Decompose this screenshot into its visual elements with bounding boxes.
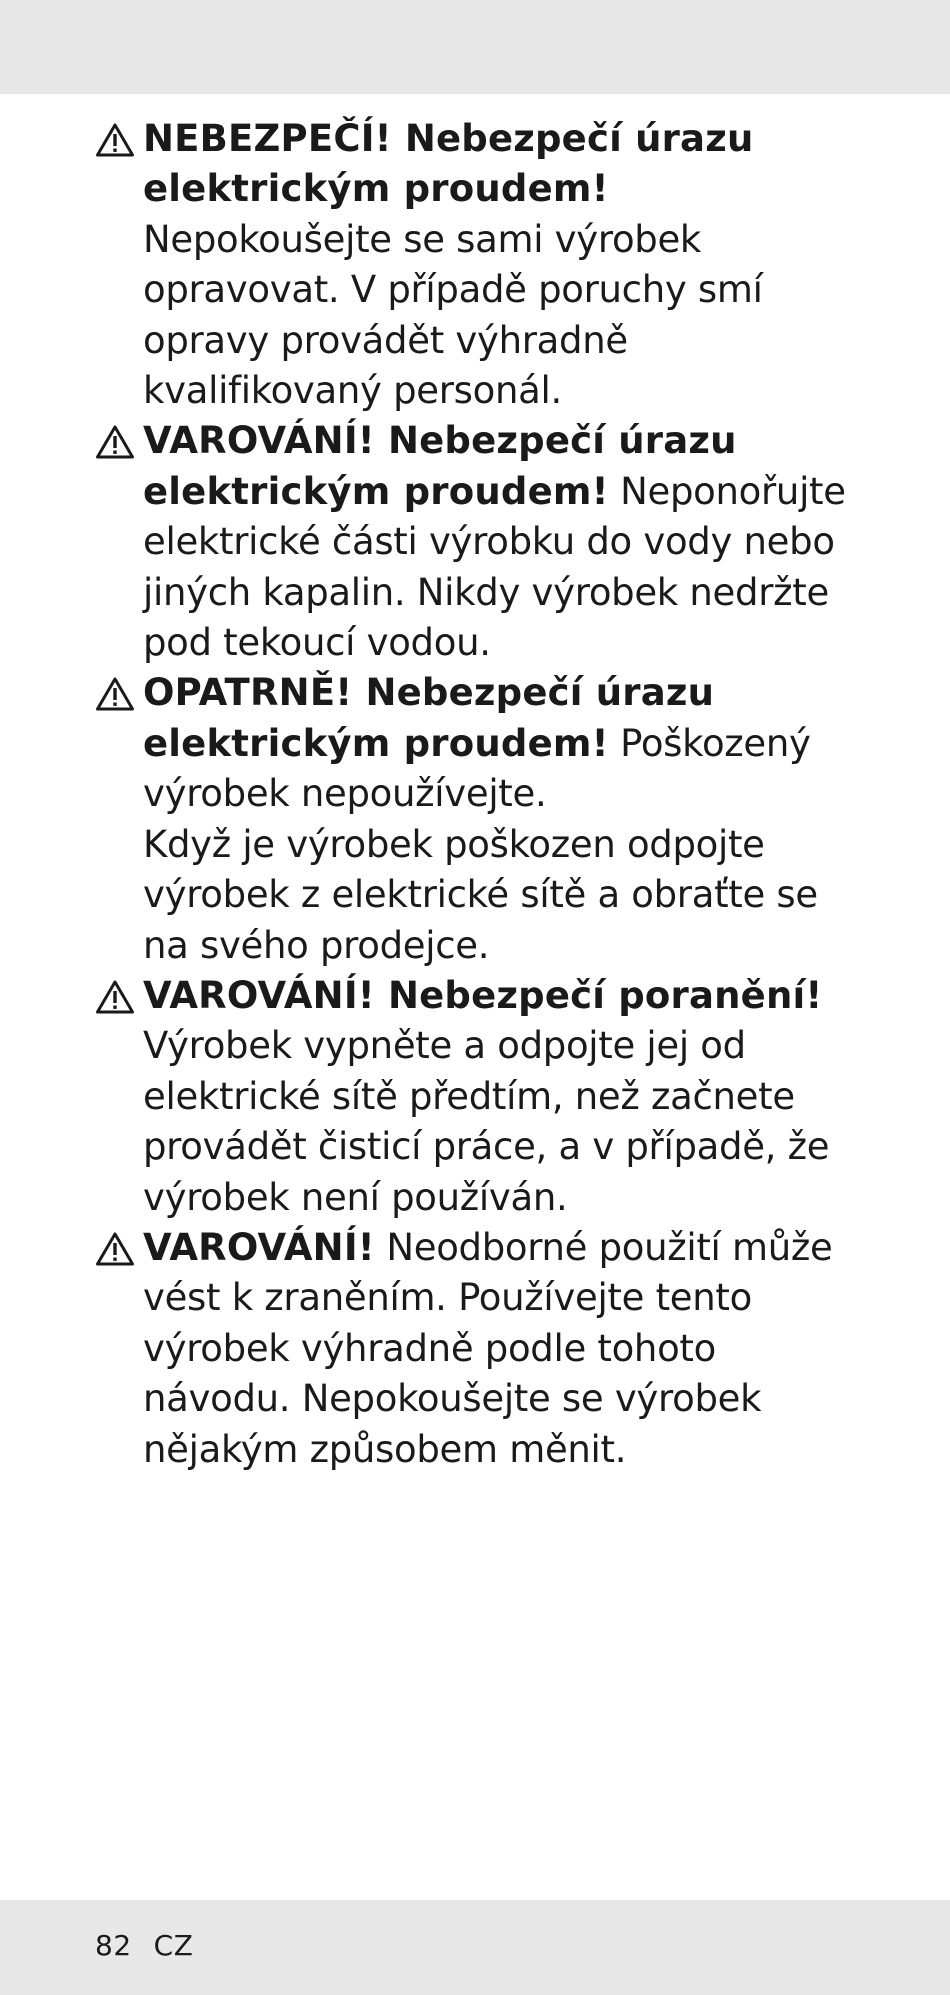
warning-text-continued: Když je výrobek poškozen odpojte výrobek z elektrické sítě a obraťte se na svého prodejce. bbox=[143, 822, 818, 967]
warning-heading: VAROVÁNÍ! Nebezpečí poranění! bbox=[143, 973, 823, 1017]
warning-triangle-icon bbox=[95, 424, 135, 460]
page-footer bbox=[95, 1929, 193, 1963]
warning-item-3 bbox=[95, 668, 855, 970]
warning-triangle-icon bbox=[95, 122, 135, 158]
language-code: CZ bbox=[153, 1929, 194, 1962]
warning-triangle-icon bbox=[95, 979, 135, 1015]
safety-warnings bbox=[95, 114, 855, 1475]
warning-text: Neponořujte elektrické části výrobku do vody nebo jiných kapalin. Nikdy výrobek nedržte pod tekoucí vodou. bbox=[143, 469, 846, 665]
warning-item-4 bbox=[95, 971, 855, 1223]
warning-heading: VAROVÁNÍ! Nebezpečí úrazu elektrickým proudem! bbox=[143, 419, 737, 513]
warning-triangle-icon bbox=[95, 1231, 135, 1267]
warning-text: Nepokoušejte se sami výrobek opravovat. V případě poruchy smí opravy provádět výhradně kvalifikovaný personál. bbox=[143, 217, 763, 413]
warning-heading: VAROVÁNÍ! bbox=[143, 1225, 375, 1269]
warning-heading: NEBEZPEČÍ! Nebezpečí úrazu elektrickým proudem! bbox=[143, 117, 754, 211]
warning-triangle-icon bbox=[95, 676, 135, 712]
warning-item-2 bbox=[95, 416, 855, 668]
top-band bbox=[0, 0, 950, 94]
warning-item-1 bbox=[95, 114, 855, 416]
warning-text: Výrobek vypněte a odpojte jej od elektrické sítě předtím, než začnete provádět čisticí práce, a v případě, že výrobek není používán. bbox=[143, 1024, 830, 1219]
warning-text: Poškozený výrobek nepoužívejte. bbox=[143, 721, 811, 816]
warning-heading: OPATRNĚ! Nebezpečí úrazu elektrickým proudem! bbox=[143, 671, 715, 765]
warning-text: Neodborné použití může vést k zraněním. Používejte tento výrobek výhradně podle tohoto návodu. Nepokoušejte se výrobek nějakým způsobem měnit. bbox=[143, 1225, 833, 1471]
page-number: 82 bbox=[95, 1929, 132, 1962]
warning-item-5 bbox=[95, 1223, 855, 1475]
